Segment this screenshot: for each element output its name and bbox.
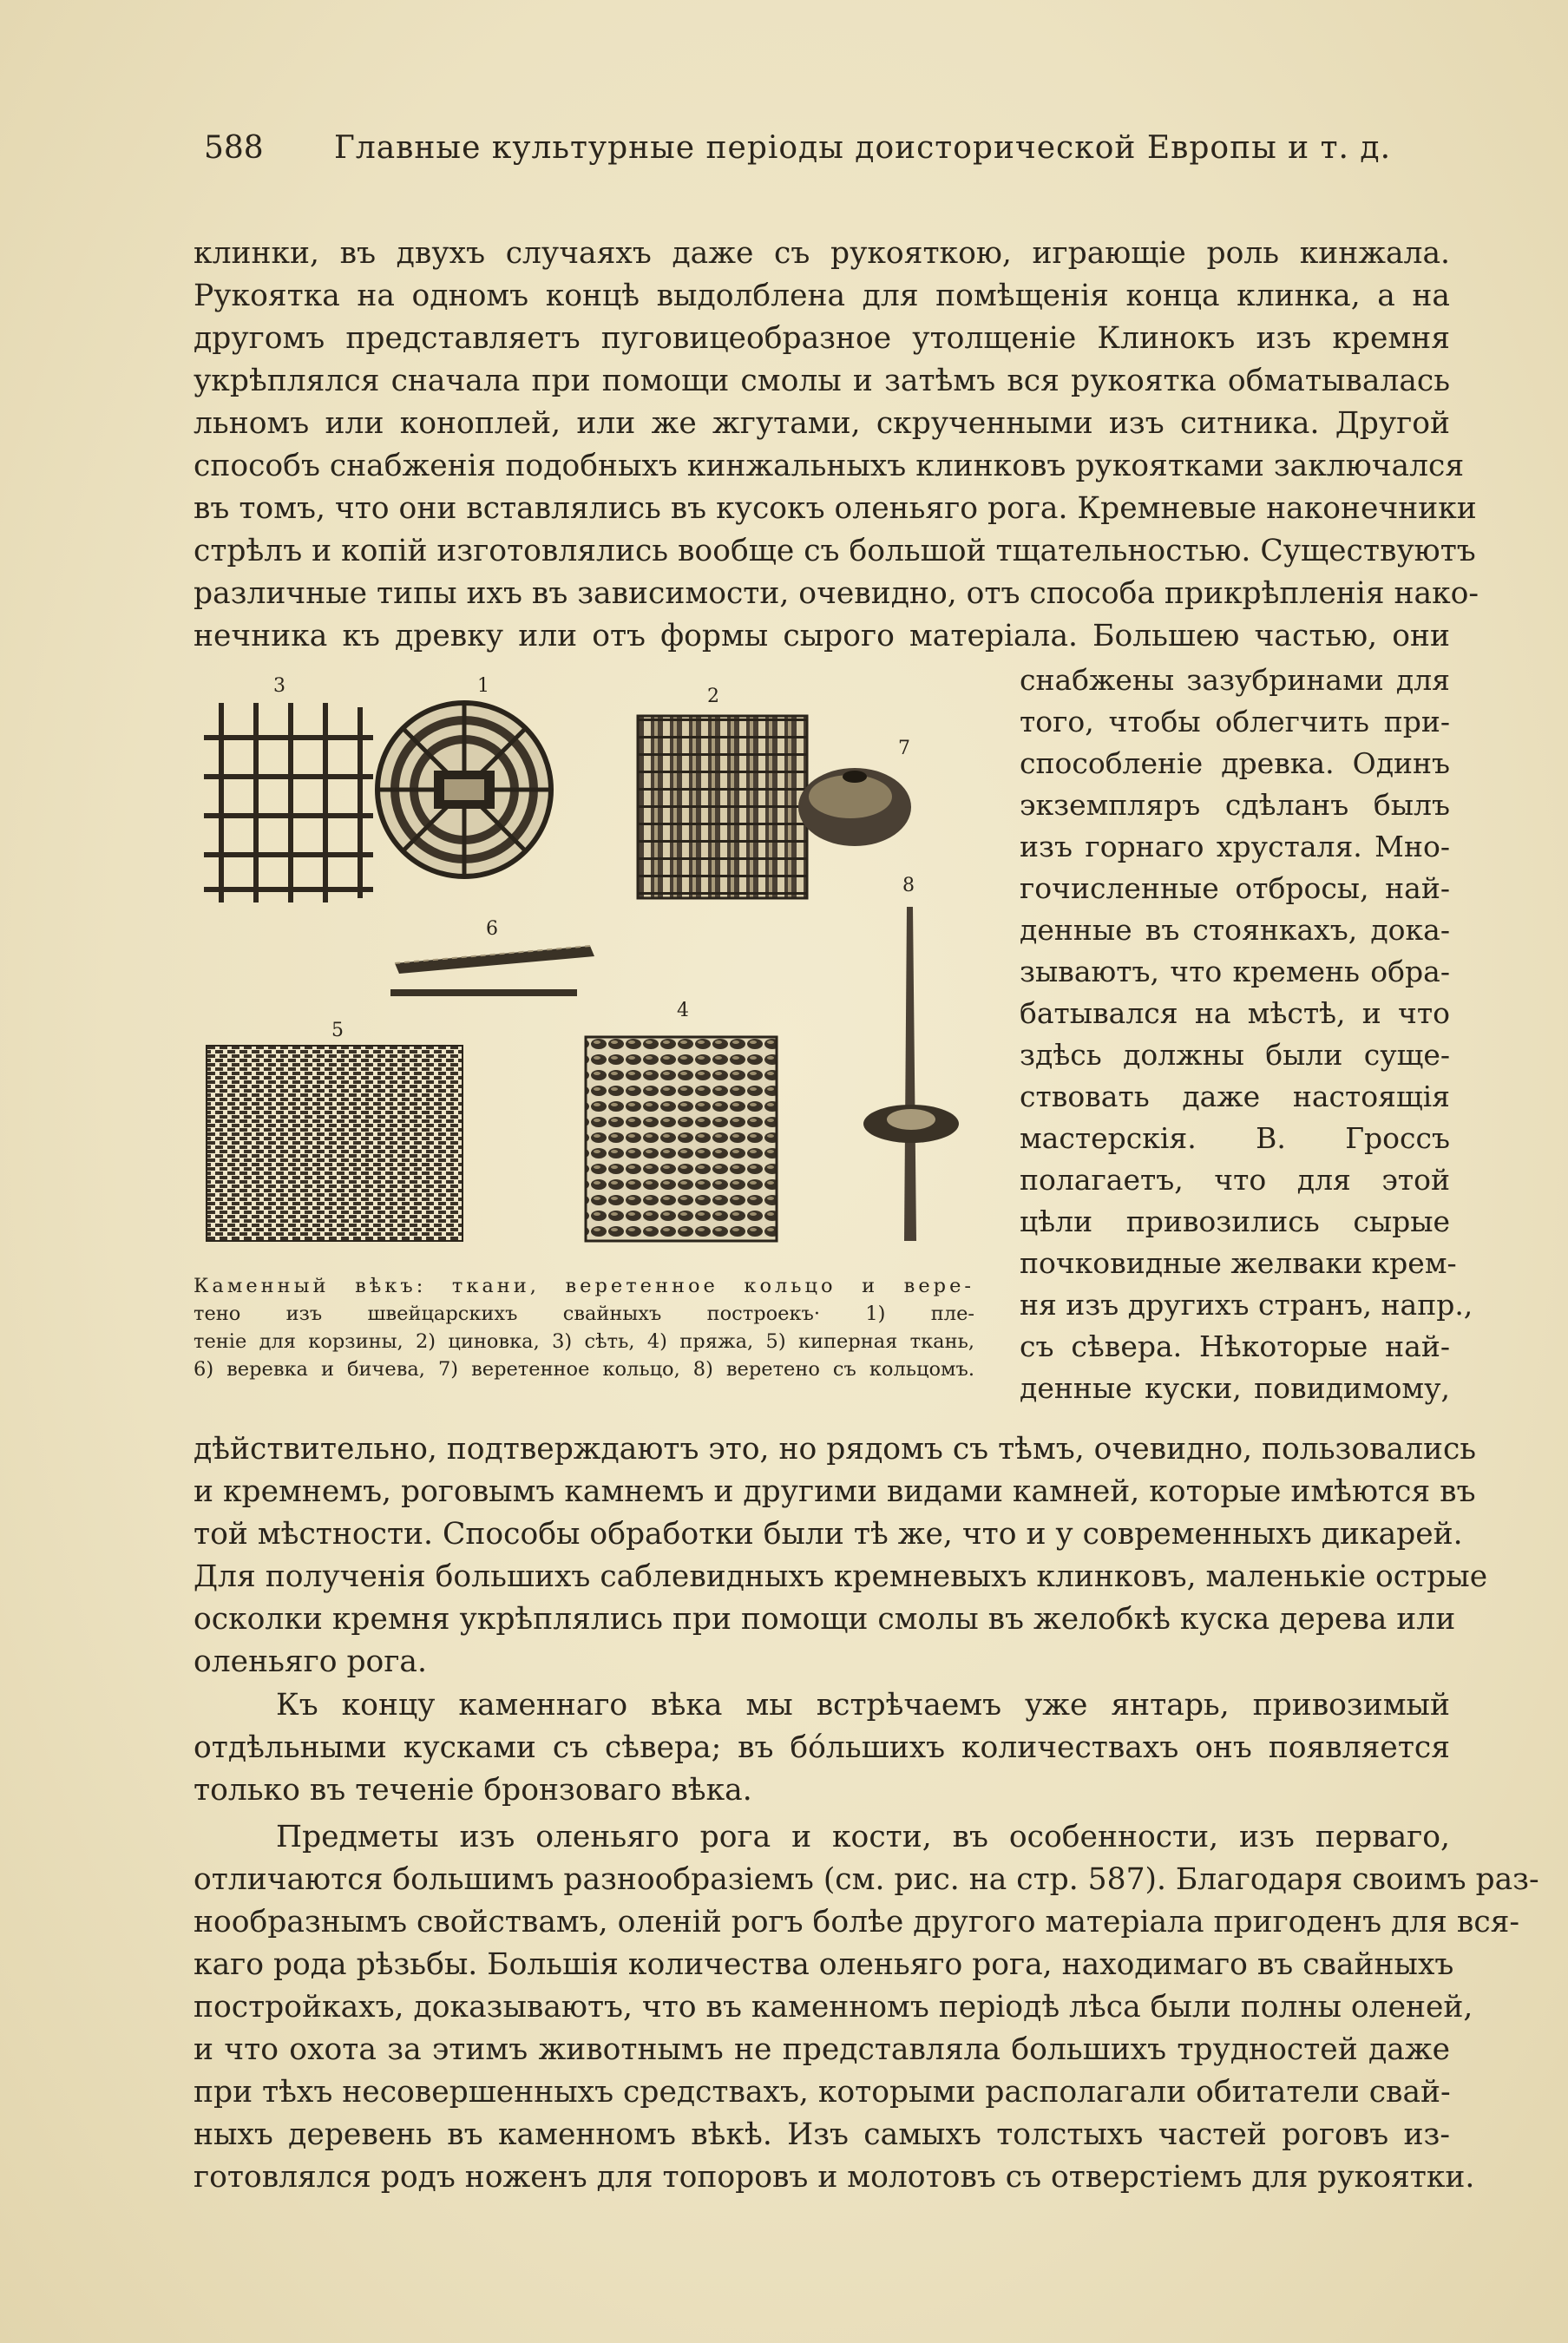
side-line: ствовать даже настоящія <box>1020 1080 1450 1113</box>
side-line: денные куски, повидимому, <box>1020 1371 1450 1405</box>
running-header <box>204 130 1392 166</box>
caption-line: теніе для корзины, 2) циновка, 3) сѣть, 4) пряжа, 5) киперная ткань, <box>194 1330 974 1353</box>
figure-label-7: 7 <box>898 738 910 759</box>
figure-label-4: 4 <box>677 1000 689 1021</box>
yarn-weave-image <box>586 1037 777 1241</box>
text-line: осколки кремня укрѣплялись при помощи смолы въ желобкѣ куска дерева или <box>194 1602 1456 1637</box>
mat-image <box>638 716 807 898</box>
side-line: гочисленные отбросы, най- <box>1020 871 1450 905</box>
text-line: при тѣхъ несовершенныхъ средствахъ, которыми располагали обитатели свай- <box>194 2075 1451 2110</box>
side-line: батывался на мѣстѣ, и что <box>1020 996 1450 1030</box>
text-line: оленьяго рога. <box>194 1644 427 1679</box>
figure-label-2: 2 <box>707 686 719 707</box>
spindle-whorl-image <box>798 768 911 846</box>
text-line: другомъ представляетъ пуговицеобразное утолщеніе Клинокъ изъ кремня <box>194 321 1450 356</box>
text-line: различные типы ихъ въ зависимости, очевидно, отъ способа прикрѣпленія нако- <box>194 576 1479 611</box>
figure-label-8: 8 <box>902 875 915 896</box>
figure-label-1: 1 <box>477 675 489 697</box>
text-line: способъ снабженія подобныхъ кинжальныхъ клинковъ рукоятками заключался <box>194 449 1465 483</box>
side-line: способленіе древка. Одинъ <box>1020 746 1450 780</box>
side-line: снабжены зазубринами для <box>1020 663 1450 697</box>
text-line: стрѣлъ и копій изготовлялись вообще съ большой тщательностью. Существуютъ <box>194 534 1476 568</box>
text-line: ныхъ деревень въ каменномъ вѣкѣ. Изъ самыхъ толстыхъ частей роговъ из- <box>194 2117 1450 2152</box>
text-line: Рукоятка на одномъ концѣ выдолблена для помѣщенія конца клинка, а на <box>194 279 1450 313</box>
text-line: Для полученія большихъ саблевидныхъ кремневыхъ клинковъ, маленькіе острые <box>194 1559 1488 1594</box>
textiles-engraving <box>191 677 981 1250</box>
text-line: Къ концу каменнаго вѣка мы встрѣчаемъ уже янтарь, привозимый <box>276 1688 1450 1723</box>
text-line: и кремнемъ, роговымъ камнемъ и другими видами камней, которые имѣются въ <box>194 1474 1476 1509</box>
side-line: цѣли привозились сырые <box>1020 1204 1450 1238</box>
caption-line: тено изъ швейцарскихъ свайныхъ построекъ· 1) пле- <box>194 1303 974 1325</box>
side-line: изъ горнаго хрусталя. Мно- <box>1020 830 1450 863</box>
net-image <box>204 703 373 902</box>
spindle-image <box>863 907 959 1241</box>
side-line: того, чтобы облегчить при- <box>1020 705 1450 738</box>
text-line: укрѣплялся сначала при помощи смолы и затѣмъ вся рукоятка обматывалась <box>194 364 1450 398</box>
side-line: экземпляръ сдѣланъ былъ <box>1020 788 1450 822</box>
text-line: только въ теченіе бронзоваго вѣка. <box>194 1773 752 1808</box>
page-number: 588 <box>204 130 264 166</box>
text-line: отличаются большимъ разнообразіемъ (см. рис. на стр. 587). Благодаря своимъ раз- <box>194 1862 1539 1897</box>
rope-image <box>390 946 594 996</box>
twill-cloth-image <box>207 1046 463 1241</box>
basket-weave-image <box>377 703 551 876</box>
text-line: готовлялся родъ ноженъ для топоровъ и молотовъ съ отверстіемъ для рукоятки. <box>194 2160 1475 2195</box>
text-line: клинки, въ двухъ случаяхъ даже съ рукояткою, играющіе роль кинжала. <box>194 236 1450 271</box>
side-line: зываютъ, что кремень обра- <box>1020 955 1450 988</box>
side-line: денные въ стоянкахъ, дока- <box>1020 913 1450 947</box>
side-line: ня изъ другихъ странъ, напр., <box>1020 1288 1473 1322</box>
text-line: въ томъ, что они вставлялись въ кусокъ оленьяго рога. Кремневые наконечники <box>194 491 1477 526</box>
side-line: полагаетъ, что для этой <box>1020 1163 1450 1197</box>
text-line: каго рода рѣзьбы. Большія количества оленьяго рога, находимаго въ свайныхъ <box>194 1947 1454 1982</box>
text-line: льномъ или коноплей, или же жгутами, скрученными изъ ситника. Другой <box>194 406 1450 441</box>
figure-label-5: 5 <box>331 1020 344 1041</box>
text-line: отдѣльными кусками съ сѣвера; въ бо́льшихъ количествахъ онъ появляется <box>194 1730 1450 1765</box>
text-line: и что охота за этимъ животнымъ не представляла большихъ трудностей даже <box>194 2032 1450 2067</box>
figure-illustration <box>191 677 981 1250</box>
figure-label-6: 6 <box>486 918 498 940</box>
text-line: Предметы изъ оленьяго рога и кости, въ особенности, изъ перваго, <box>276 1820 1450 1854</box>
text-line: нечника къ древку или отъ формы сырого матеріала. Большею частью, они <box>194 619 1450 653</box>
side-line: почковидные желваки крем- <box>1020 1246 1457 1280</box>
text-line: нообразнымъ свойствамъ, оленій рогъ болѣе другого матеріала пригоденъ для вся- <box>194 1905 1520 1939</box>
running-title: Главные культурные періоды доисторической Европы и т. д. <box>334 130 1392 166</box>
side-line: здѣсь должны были суще- <box>1020 1038 1450 1072</box>
text-line: дѣйствительно, подтверждаютъ это, но рядомъ съ тѣмъ, очевидно, пользовались <box>194 1432 1477 1467</box>
side-line: съ сѣвера. Нѣкоторые най- <box>1020 1329 1450 1363</box>
text-line: постройкахъ, доказываютъ, что въ каменномъ періодѣ лѣса были полны оленей, <box>194 1990 1473 2025</box>
caption-line: 6) веревка и бичева, 7) веретенное кольцо, 8) веретено съ кольцомъ. <box>194 1358 974 1381</box>
caption-line: Каменный вѣкъ: ткани, веретенное кольцо и вере- <box>194 1275 974 1297</box>
text-line: той мѣстности. Способы обработки были тѣ же, что и у современныхъ дикарей. <box>194 1517 1463 1552</box>
figure-label-3: 3 <box>273 675 285 697</box>
side-line: мастерскія. В. Гроссъ <box>1020 1121 1450 1155</box>
